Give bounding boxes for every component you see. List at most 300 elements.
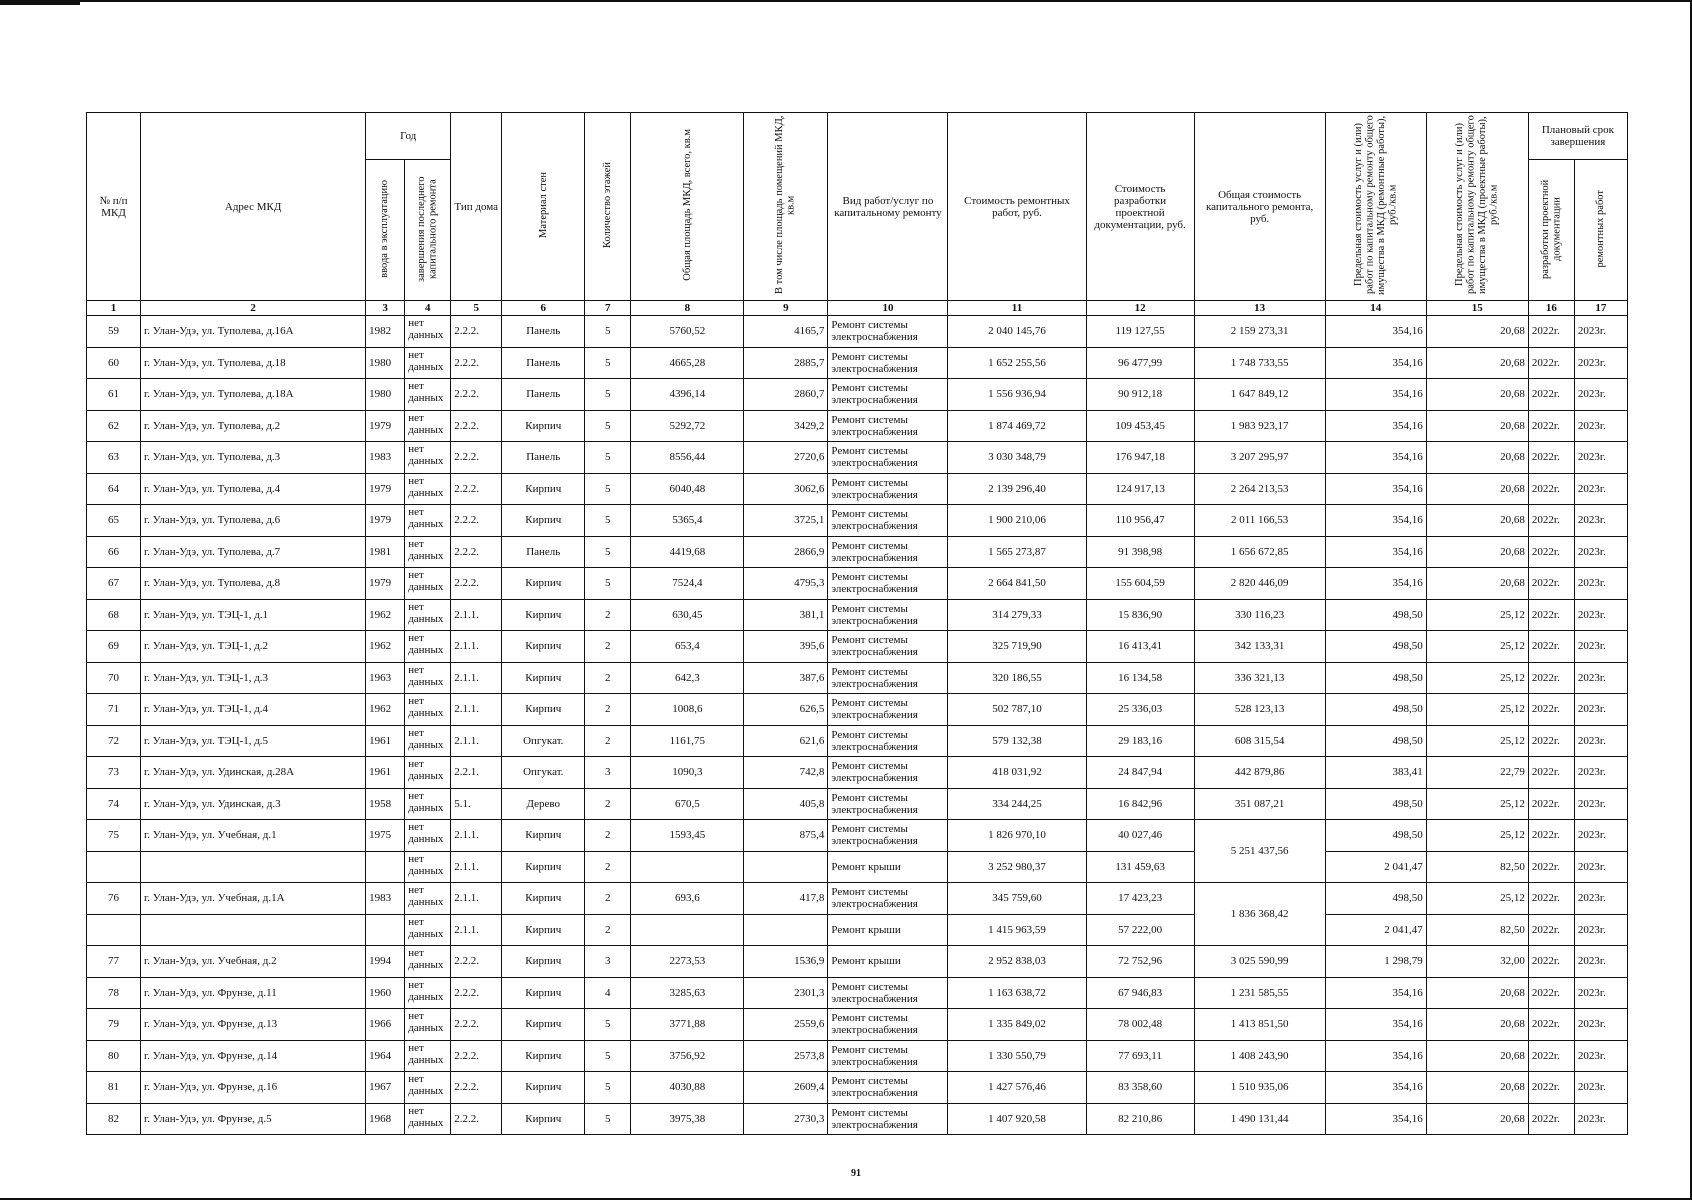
header-limit-repair: Предельная стоимость услуг и (или) работ по капитальному ремонту общего имущества в МКД (ремонтные работы), руб./кв.м [1325,113,1426,301]
total-cost-cell: 608 315,54 [1194,725,1325,757]
table-row [87,914,1628,946]
total-area-cell: 2273,53 [631,946,744,978]
limit-design-cell: 25,12 [1426,631,1528,663]
table-row [87,631,1628,663]
table-row [87,757,1628,789]
wall-material-cell: Дерево [502,788,585,820]
deadline-design-cell: 2022г. [1528,946,1574,978]
column-number: 16 [1528,301,1574,316]
address-cell: г. Улан-Удэ, ул. Туполева, д.3 [141,442,366,474]
house-type-cell: 2.2.2. [451,977,502,1009]
premises-area-cell: 3429,2 [744,410,828,442]
table-row [87,473,1628,505]
work-type-cell: Ремонт системы электроснабжения [828,1103,948,1135]
house-type-cell: 2.2.2. [451,442,502,474]
limit-design-cell: 20,68 [1426,568,1528,600]
work-type-cell: Ремонт системы электроснабжения [828,1072,948,1104]
last-repair-cell: нет данных [405,631,451,663]
column-number: 11 [948,301,1086,316]
repair-cost-cell: 1 335 849,02 [948,1009,1086,1041]
repair-cost-cell: 1 556 936,94 [948,379,1086,411]
year-commission-cell: 1979 [366,410,405,442]
repair-cost-cell: 1 652 255,56 [948,347,1086,379]
last-repair-cell: нет данных [405,725,451,757]
column-number: 15 [1426,301,1528,316]
premises-area-cell: 626,5 [744,694,828,726]
floors-cell: 5 [585,410,631,442]
total-area-cell: 653,4 [631,631,744,663]
limit-design-cell: 20,68 [1426,410,1528,442]
deadline-repair-cell: 2023г. [1574,505,1627,537]
total-cost-cell: 351 087,21 [1194,788,1325,820]
column-number: 13 [1194,301,1325,316]
work-type-cell: Ремонт системы электроснабжения [828,473,948,505]
premises-area-cell: 2559,6 [744,1009,828,1041]
deadline-design-cell: 2022г. [1528,442,1574,474]
deadline-repair-cell: 2023г. [1574,1072,1627,1104]
row-number: 68 [87,599,141,631]
total-area-cell [631,851,744,883]
limit-design-cell: 20,68 [1426,347,1528,379]
table-row [87,505,1628,537]
header-year-last-repair: завершения последнего капитального ремонта [405,160,451,301]
wall-material-cell: Панель [502,379,585,411]
limit-repair-cell: 354,16 [1325,977,1426,1009]
column-number: 10 [828,301,948,316]
design-cost-cell: 15 836,90 [1086,599,1194,631]
limit-repair-cell: 498,50 [1325,725,1426,757]
header-work-type: Вид работ/услуг по капитальному ремонту [828,113,948,301]
wall-material-cell: Кирпич [502,851,585,883]
wall-material-cell: Кирпич [502,599,585,631]
column-number: 1 [87,301,141,316]
year-commission-cell: 1966 [366,1009,405,1041]
year-commission-cell: 1982 [366,316,405,348]
address-cell: г. Улан-Удэ, ул. Туполева, д.18 [141,347,366,379]
premises-area-cell: 2885,7 [744,347,828,379]
total-cost-cell: 1 983 923,17 [1194,410,1325,442]
limit-design-cell: 20,68 [1426,379,1528,411]
limit-repair-cell: 354,16 [1325,347,1426,379]
floors-cell: 5 [585,442,631,474]
work-type-cell: Ремонт системы электроснабжения [828,1009,948,1041]
table-row [87,1009,1628,1041]
limit-repair-cell: 354,16 [1325,536,1426,568]
limit-repair-cell: 354,16 [1325,505,1426,537]
floors-cell: 5 [585,1072,631,1104]
last-repair-cell: нет данных [405,851,451,883]
header-design-cost: Стоимость разработки проектной документации, руб. [1086,113,1194,301]
work-type-cell: Ремонт системы электроснабжения [828,568,948,600]
deadline-design-cell: 2022г. [1528,379,1574,411]
floors-cell: 2 [585,851,631,883]
floors-cell: 4 [585,977,631,1009]
table-row [87,725,1628,757]
wall-material-cell: Кирпич [502,946,585,978]
last-repair-cell: нет данных [405,694,451,726]
column-number: 14 [1325,301,1426,316]
work-type-cell: Ремонт системы электроснабжения [828,694,948,726]
house-type-cell: 2.2.2. [451,379,502,411]
column-number: 7 [585,301,631,316]
floors-cell: 5 [585,316,631,348]
total-area-cell: 1090,3 [631,757,744,789]
header-wall-material: Материал стен [502,113,585,301]
work-type-cell: Ремонт системы электроснабжения [828,977,948,1009]
last-repair-cell: нет данных [405,505,451,537]
header-premises-area: В том числе площадь помещений МКД, кв.м [744,113,828,301]
design-cost-cell: 17 423,23 [1086,883,1194,915]
deadline-design-cell: 2022г. [1528,568,1574,600]
design-cost-cell: 25 336,03 [1086,694,1194,726]
deadline-design-cell: 2022г. [1528,1103,1574,1135]
premises-area-cell: 2730,3 [744,1103,828,1135]
limit-design-cell: 20,68 [1426,536,1528,568]
total-area-cell: 4030,88 [631,1072,744,1104]
header-address: Адрес МКД [141,113,366,301]
house-type-cell: 2.2.2. [451,536,502,568]
deadline-repair-cell: 2023г. [1574,473,1627,505]
last-repair-cell: нет данных [405,379,451,411]
row-number: 78 [87,977,141,1009]
wall-material-cell: Панель [502,347,585,379]
house-type-cell: 2.1.1. [451,914,502,946]
floors-cell: 5 [585,473,631,505]
total-area-cell: 3285,63 [631,977,744,1009]
table-row [87,410,1628,442]
row-number: 67 [87,568,141,600]
floors-cell: 2 [585,631,631,663]
total-cost-cell: 1 413 851,50 [1194,1009,1325,1041]
limit-repair-cell: 498,50 [1325,883,1426,915]
premises-area-cell: 621,6 [744,725,828,757]
row-number: 64 [87,473,141,505]
wall-material-cell: Панель [502,536,585,568]
table-row [87,694,1628,726]
floors-cell: 5 [585,1103,631,1135]
limit-design-cell: 20,68 [1426,505,1528,537]
last-repair-cell: нет данных [405,347,451,379]
last-repair-cell: нет данных [405,568,451,600]
limit-design-cell: 32,00 [1426,946,1528,978]
total-area-cell: 1593,45 [631,820,744,852]
last-repair-cell: нет данных [405,536,451,568]
repair-cost-cell: 2 040 145,76 [948,316,1086,348]
header-num: № п/п МКД [87,113,141,301]
deadline-design-cell: 2022г. [1528,977,1574,1009]
row-number: 73 [87,757,141,789]
year-commission-cell: 1979 [366,568,405,600]
repair-cost-cell: 1 874 469,72 [948,410,1086,442]
row-number: 71 [87,694,141,726]
limit-design-cell: 20,68 [1426,1072,1528,1104]
total-area-cell: 670,5 [631,788,744,820]
limit-repair-cell: 498,50 [1325,820,1426,852]
total-cost-cell: 2 264 213,53 [1194,473,1325,505]
row-number: 74 [87,788,141,820]
header-year-group: Год [366,113,451,160]
limit-design-cell: 25,12 [1426,599,1528,631]
address-cell: г. Улан-Удэ, ул. Фрунзе, д.5 [141,1103,366,1135]
column-number: 5 [451,301,502,316]
house-type-cell: 2.2.2. [451,1072,502,1104]
limit-repair-cell: 354,16 [1325,316,1426,348]
limit-design-cell: 20,68 [1426,1103,1528,1135]
premises-area-cell: 2609,4 [744,1072,828,1104]
wall-material-cell: Кирпич [502,977,585,1009]
deadline-repair-cell: 2023г. [1574,316,1627,348]
last-repair-cell: нет данных [405,883,451,915]
limit-repair-cell: 354,16 [1325,410,1426,442]
limit-repair-cell: 498,50 [1325,631,1426,663]
deadline-repair-cell: 2023г. [1574,977,1627,1009]
last-repair-cell: нет данных [405,757,451,789]
year-commission-cell: 1961 [366,725,405,757]
row-number: 82 [87,1103,141,1135]
table-body [87,316,1628,1135]
deadline-design-cell: 2022г. [1528,316,1574,348]
deadline-design-cell: 2022г. [1528,851,1574,883]
limit-design-cell: 20,68 [1426,473,1528,505]
last-repair-cell: нет данных [405,820,451,852]
premises-area-cell: 405,8 [744,788,828,820]
limit-design-cell: 25,12 [1426,725,1528,757]
floors-cell: 2 [585,914,631,946]
repair-cost-cell: 1 565 273,87 [948,536,1086,568]
floors-cell: 5 [585,379,631,411]
house-type-cell: 2.2.2. [451,347,502,379]
house-type-cell: 2.1.1. [451,662,502,694]
total-area-cell: 3771,88 [631,1009,744,1041]
work-type-cell: Ремонт системы электроснабжения [828,536,948,568]
repair-cost-cell: 1 330 550,79 [948,1040,1086,1072]
last-repair-cell: нет данных [405,946,451,978]
design-cost-cell: 124 917,13 [1086,473,1194,505]
wall-material-cell: Кирпич [502,662,585,694]
limit-design-cell: 25,12 [1426,694,1528,726]
floors-cell: 5 [585,568,631,600]
total-cost-cell: 342 133,31 [1194,631,1325,663]
work-type-cell: Ремонт системы электроснабжения [828,442,948,474]
limit-design-cell: 25,12 [1426,662,1528,694]
limit-repair-cell: 354,16 [1325,1040,1426,1072]
limit-design-cell: 20,68 [1426,316,1528,348]
limit-repair-cell: 498,50 [1325,694,1426,726]
total-area-cell: 5365,4 [631,505,744,537]
deadline-repair-cell: 2023г. [1574,536,1627,568]
deadline-design-cell: 2022г. [1528,788,1574,820]
row-number: 70 [87,662,141,694]
limit-repair-cell: 354,16 [1325,473,1426,505]
total-area-cell: 5760,52 [631,316,744,348]
repair-cost-cell: 1 163 638,72 [948,977,1086,1009]
wall-material-cell: Опгукат. [502,725,585,757]
table-row [87,977,1628,1009]
work-type-cell: Ремонт системы электроснабжения [828,662,948,694]
year-commission-cell: 1963 [366,662,405,694]
deadline-design-cell: 2022г. [1528,820,1574,852]
year-commission-cell: 1983 [366,442,405,474]
row-number: 61 [87,379,141,411]
column-number: 6 [502,301,585,316]
column-number: 8 [631,301,744,316]
address-cell: г. Улан-Удэ, ул. Туполева, д.4 [141,473,366,505]
table-row [87,379,1628,411]
limit-repair-cell: 498,50 [1325,788,1426,820]
premises-area-cell: 4795,3 [744,568,828,600]
work-type-cell: Ремонт системы электроснабжения [828,347,948,379]
total-area-cell: 4665,28 [631,347,744,379]
deadline-design-cell: 2022г. [1528,662,1574,694]
repair-cost-cell: 2 664 841,50 [948,568,1086,600]
wall-material-cell: Панель [502,442,585,474]
wall-material-cell: Кирпич [502,1040,585,1072]
work-type-cell: Ремонт крыши [828,946,948,978]
house-type-cell: 2.1.1. [451,725,502,757]
year-commission-cell: 1962 [366,631,405,663]
repair-cost-cell: 1 407 920,58 [948,1103,1086,1135]
floors-cell: 2 [585,694,631,726]
premises-area-cell: 395,6 [744,631,828,663]
wall-material-cell: Панель [502,316,585,348]
deadline-repair-cell: 2023г. [1574,442,1627,474]
year-commission-cell: 1983 [366,883,405,915]
table-row [87,536,1628,568]
limit-design-cell: 20,68 [1426,1040,1528,1072]
wall-material-cell: Кирпич [502,473,585,505]
repair-cost-cell: 3 252 980,37 [948,851,1086,883]
address-cell: г. Улан-Удэ, ул. Учебная, д.1 [141,820,366,852]
limit-design-cell: 25,12 [1426,883,1528,915]
total-area-cell: 7524,4 [631,568,744,600]
row-number: 62 [87,410,141,442]
deadline-design-cell: 2022г. [1528,347,1574,379]
deadline-repair-cell: 2023г. [1574,914,1627,946]
row-number: 72 [87,725,141,757]
house-type-cell: 5.1. [451,788,502,820]
header-total-area: Общая площадь МКД, всего, кв.м [631,113,744,301]
repair-cost-cell: 2 139 296,40 [948,473,1086,505]
header-floors: Количество этажей [585,113,631,301]
total-area-cell: 642,3 [631,662,744,694]
limit-repair-cell: 354,16 [1325,442,1426,474]
premises-area-cell: 2860,7 [744,379,828,411]
deadline-design-cell: 2022г. [1528,1009,1574,1041]
address-cell: г. Улан-Удэ, ул. ТЭЦ-1, д.3 [141,662,366,694]
wall-material-cell: Кирпич [502,410,585,442]
work-type-cell: Ремонт системы электроснабжения [828,631,948,663]
floors-cell: 2 [585,883,631,915]
floors-cell: 5 [585,1040,631,1072]
repair-cost-cell: 1 900 210,06 [948,505,1086,537]
design-cost-cell: 29 183,16 [1086,725,1194,757]
deadline-repair-cell: 2023г. [1574,568,1627,600]
row-number: 69 [87,631,141,663]
limit-repair-cell: 354,16 [1325,379,1426,411]
column-number: 4 [405,301,451,316]
limit-repair-cell: 354,16 [1325,1072,1426,1104]
row-number: 63 [87,442,141,474]
column-number: 12 [1086,301,1194,316]
design-cost-cell: 16 134,58 [1086,662,1194,694]
header-year-commission: ввода в эксплуатацию [366,160,405,301]
total-cost-cell: 2 011 166,53 [1194,505,1325,537]
house-type-cell: 2.1.1. [451,694,502,726]
floors-cell: 5 [585,1009,631,1041]
wall-material-cell: Кирпич [502,1009,585,1041]
repair-cost-cell: 334 244,25 [948,788,1086,820]
design-cost-cell: 119 127,55 [1086,316,1194,348]
design-cost-cell: 109 453,45 [1086,410,1194,442]
work-type-cell: Ремонт системы электроснабжения [828,599,948,631]
total-cost-cell: 2 159 273,31 [1194,316,1325,348]
work-type-cell: Ремонт системы электроснабжения [828,883,948,915]
design-cost-cell: 78 002,48 [1086,1009,1194,1041]
total-cost-cell: 5 251 437,56 [1194,820,1325,883]
last-repair-cell: нет данных [405,473,451,505]
design-cost-cell: 57 222,00 [1086,914,1194,946]
year-commission-cell: 1975 [366,820,405,852]
limit-repair-cell: 354,16 [1325,568,1426,600]
last-repair-cell: нет данных [405,316,451,348]
design-cost-cell: 40 027,46 [1086,820,1194,852]
address-cell: г. Улан-Удэ, ул. Фрунзе, д.14 [141,1040,366,1072]
house-type-cell: 2.1.1. [451,820,502,852]
total-cost-cell: 330 116,23 [1194,599,1325,631]
table-row [87,788,1628,820]
last-repair-cell: нет данных [405,662,451,694]
house-type-cell: 2.2.2. [451,568,502,600]
row-number: 80 [87,1040,141,1072]
premises-area-cell: 4165,7 [744,316,828,348]
premises-area-cell: 2573,8 [744,1040,828,1072]
design-cost-cell: 83 358,60 [1086,1072,1194,1104]
total-area-cell: 1161,75 [631,725,744,757]
repair-cost-cell: 1 415 963,59 [948,914,1086,946]
limit-design-cell: 25,12 [1426,820,1528,852]
repair-cost-cell: 345 759,60 [948,883,1086,915]
year-commission-cell: 1979 [366,505,405,537]
address-cell: г. Улан-Удэ, ул. Туполева, д.7 [141,536,366,568]
deadline-repair-cell: 2023г. [1574,631,1627,663]
premises-area-cell [744,914,828,946]
deadline-design-cell: 2022г. [1528,536,1574,568]
wall-material-cell: Кирпич [502,694,585,726]
design-cost-cell: 77 693,11 [1086,1040,1194,1072]
design-cost-cell: 91 398,98 [1086,536,1194,568]
year-commission-cell: 1979 [366,473,405,505]
floors-cell: 2 [585,820,631,852]
address-cell: г. Улан-Удэ, ул. Фрунзе, д.13 [141,1009,366,1041]
total-cost-cell: 1 647 849,12 [1194,379,1325,411]
limit-repair-cell: 2 041,47 [1325,851,1426,883]
address-cell: г. Улан-Удэ, ул. Фрунзе, д.11 [141,977,366,1009]
premises-area-cell: 387,6 [744,662,828,694]
total-cost-cell: 1 748 733,55 [1194,347,1325,379]
limit-repair-cell: 2 041,47 [1325,914,1426,946]
work-type-cell: Ремонт системы электроснабжения [828,379,948,411]
total-cost-cell: 1 656 672,85 [1194,536,1325,568]
header-deadline-design: разработки проектной документации [1528,160,1574,301]
house-type-cell: 2.2.2. [451,316,502,348]
design-cost-cell: 67 946,83 [1086,977,1194,1009]
repair-cost-cell: 579 132,38 [948,725,1086,757]
premises-area-cell: 2301,3 [744,977,828,1009]
deadline-repair-cell: 2023г. [1574,347,1627,379]
deadline-design-cell: 2022г. [1528,505,1574,537]
wall-material-cell: Кирпич [502,568,585,600]
address-cell: г. Улан-Удэ, ул. ТЭЦ-1, д.1 [141,599,366,631]
